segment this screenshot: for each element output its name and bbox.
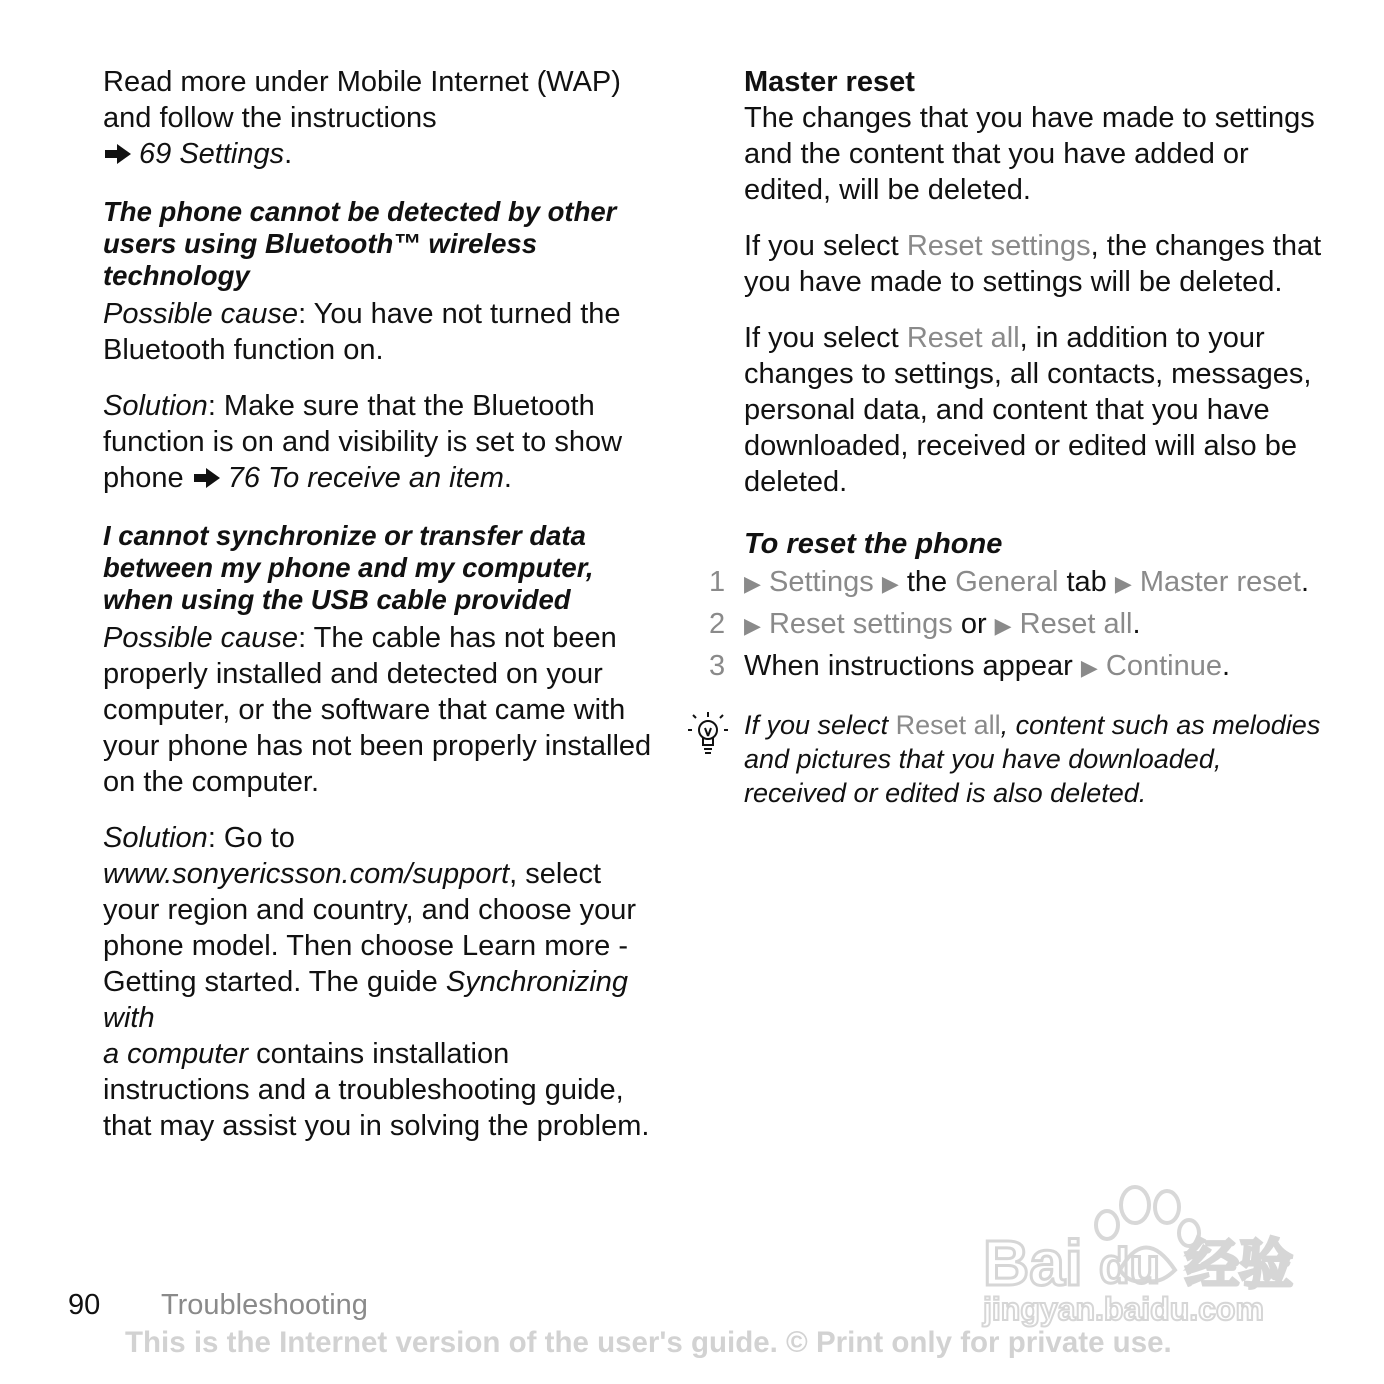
bt-solution-reference: 76 To receive an item: [227, 462, 504, 494]
reset-steps: [709, 564, 1324, 686]
usb-solution: Solution: Go to www.sonyericsson.com/support, select your region and country, and choose your phone model. Then choose Learn more - Getting started. The guide Synchronizing with a computer contains installation instructions and a troubleshooting guide, that may assist you in solving the problem.: [103, 822, 650, 1142]
left-column: [103, 64, 663, 1144]
step-3: 3 When instructions appear ▶ Continue.: [709, 650, 1231, 682]
triangle-right-icon: ▶: [1114, 571, 1132, 596]
general-tab-label: General: [955, 566, 1059, 598]
reset-all-note-item: Reset all: [895, 710, 1001, 740]
step-2: 2 ▶ Reset settings or ▶ Reset all.: [709, 608, 1141, 640]
master-reset-intro: The changes that you have made to settings and the content that you have added or edited, will be deleted.: [744, 102, 1315, 206]
intro-text: Read more under Mobile Internet (WAP) and follow the instructions: [103, 66, 621, 134]
reset-settings-option: Reset settings: [768, 608, 953, 640]
step-number: 3: [709, 650, 726, 682]
usb-question-heading: I cannot synchronize or transfer data between my phone and my computer, when using the USB cable provided: [103, 520, 594, 615]
watermark-url: jingyan.baidu.com: [983, 1291, 1264, 1327]
bt-solution-label: Solution: [103, 390, 208, 422]
bt-question-heading: The phone cannot be detected by other users using Bluetooth™ wireless technology: [103, 196, 617, 291]
triangle-right-icon: ▶: [744, 613, 761, 638]
reset-all-paragraph: If you select Reset all, in addition to your changes to settings, all contacts, messages, personal data, and content that you have downloaded, received or edited will also be deleted.: [744, 322, 1312, 498]
master-reset-menu-item: Master reset: [1139, 566, 1301, 598]
bt-cause: [103, 296, 663, 368]
usb-cause: [103, 620, 663, 800]
bt-solution: Solution: Make sure that the Bluetooth function is on and visibility is set to show phone 76 To receive an item.: [103, 390, 623, 494]
reset-settings-paragraph: If you select Reset settings, the changes that you have made to settings will be deleted.: [744, 230, 1322, 298]
arrow-right-icon: [192, 466, 222, 490]
continue-option: Continue: [1105, 650, 1222, 682]
page-number: 90: [68, 1289, 101, 1321]
triangle-right-icon: ▶: [744, 571, 761, 596]
triangle-right-icon: ▶: [994, 613, 1012, 638]
step-number: 1: [709, 566, 726, 598]
master-reset-title: Master reset: [744, 66, 915, 98]
step-number: 2: [709, 608, 726, 640]
settings-menu-item: Settings: [768, 566, 874, 598]
bt-solution-text: : Make sure that the Bluetooth function is on and visibility is set to show phone: [103, 390, 623, 494]
guide-title-1: Synchronizing with: [103, 966, 629, 1034]
reset-all-menu-item: Reset all: [906, 322, 1020, 354]
guide-title-2: a computer: [103, 1038, 249, 1070]
intro-reference: 69 Settings: [139, 138, 285, 170]
reset-howto-heading: To reset the phone: [744, 528, 1003, 560]
usb-solution-label: Solution: [103, 822, 208, 854]
reset-settings-menu-item: Reset settings: [906, 230, 1091, 262]
lightbulb-icon: [686, 710, 730, 756]
intro-paragraph: Read more under Mobile Internet (WAP) and follow the instructions 69 Settings.: [103, 66, 621, 170]
watermark-brand: Bai: [983, 1227, 1083, 1299]
triangle-right-icon: ▶: [881, 571, 899, 596]
bt-cause-label: Possible cause: [103, 298, 299, 330]
step-1: 1 ▶ Settings ▶ the General tab ▶ Master reset.: [709, 566, 1310, 598]
watermark-brand-du: du: [1099, 1238, 1161, 1294]
reset-all-option: Reset all: [1019, 608, 1133, 640]
baidu-watermark: [975, 1175, 1305, 1335]
tip-note: If you select Reset all, content such as melodies and pictures that you have downloaded, received or edited is also deleted.: [744, 708, 1324, 810]
bt-cause-text: : You have not turned the Bluetooth function on.: [103, 298, 621, 366]
triangle-right-icon: ▶: [1080, 655, 1098, 680]
usb-cause-label: Possible cause: [103, 622, 299, 654]
right-column: [709, 64, 1324, 810]
paw-logo-icon: [975, 1175, 1305, 1335]
usb-cause-text: : The cable has not been properly installed and detected on your computer, or the software that came with your phone has not been properly installed on the computer.: [103, 622, 652, 798]
internet-version-notice: This is the Internet version of the user's guide. © Print only for private use.: [125, 1326, 1172, 1359]
support-url: www.sonyericsson.com/support: [103, 858, 510, 890]
arrow-right-icon: [103, 142, 133, 166]
section-name: Troubleshooting: [161, 1289, 368, 1321]
watermark-cn: 经验: [1185, 1233, 1293, 1296]
